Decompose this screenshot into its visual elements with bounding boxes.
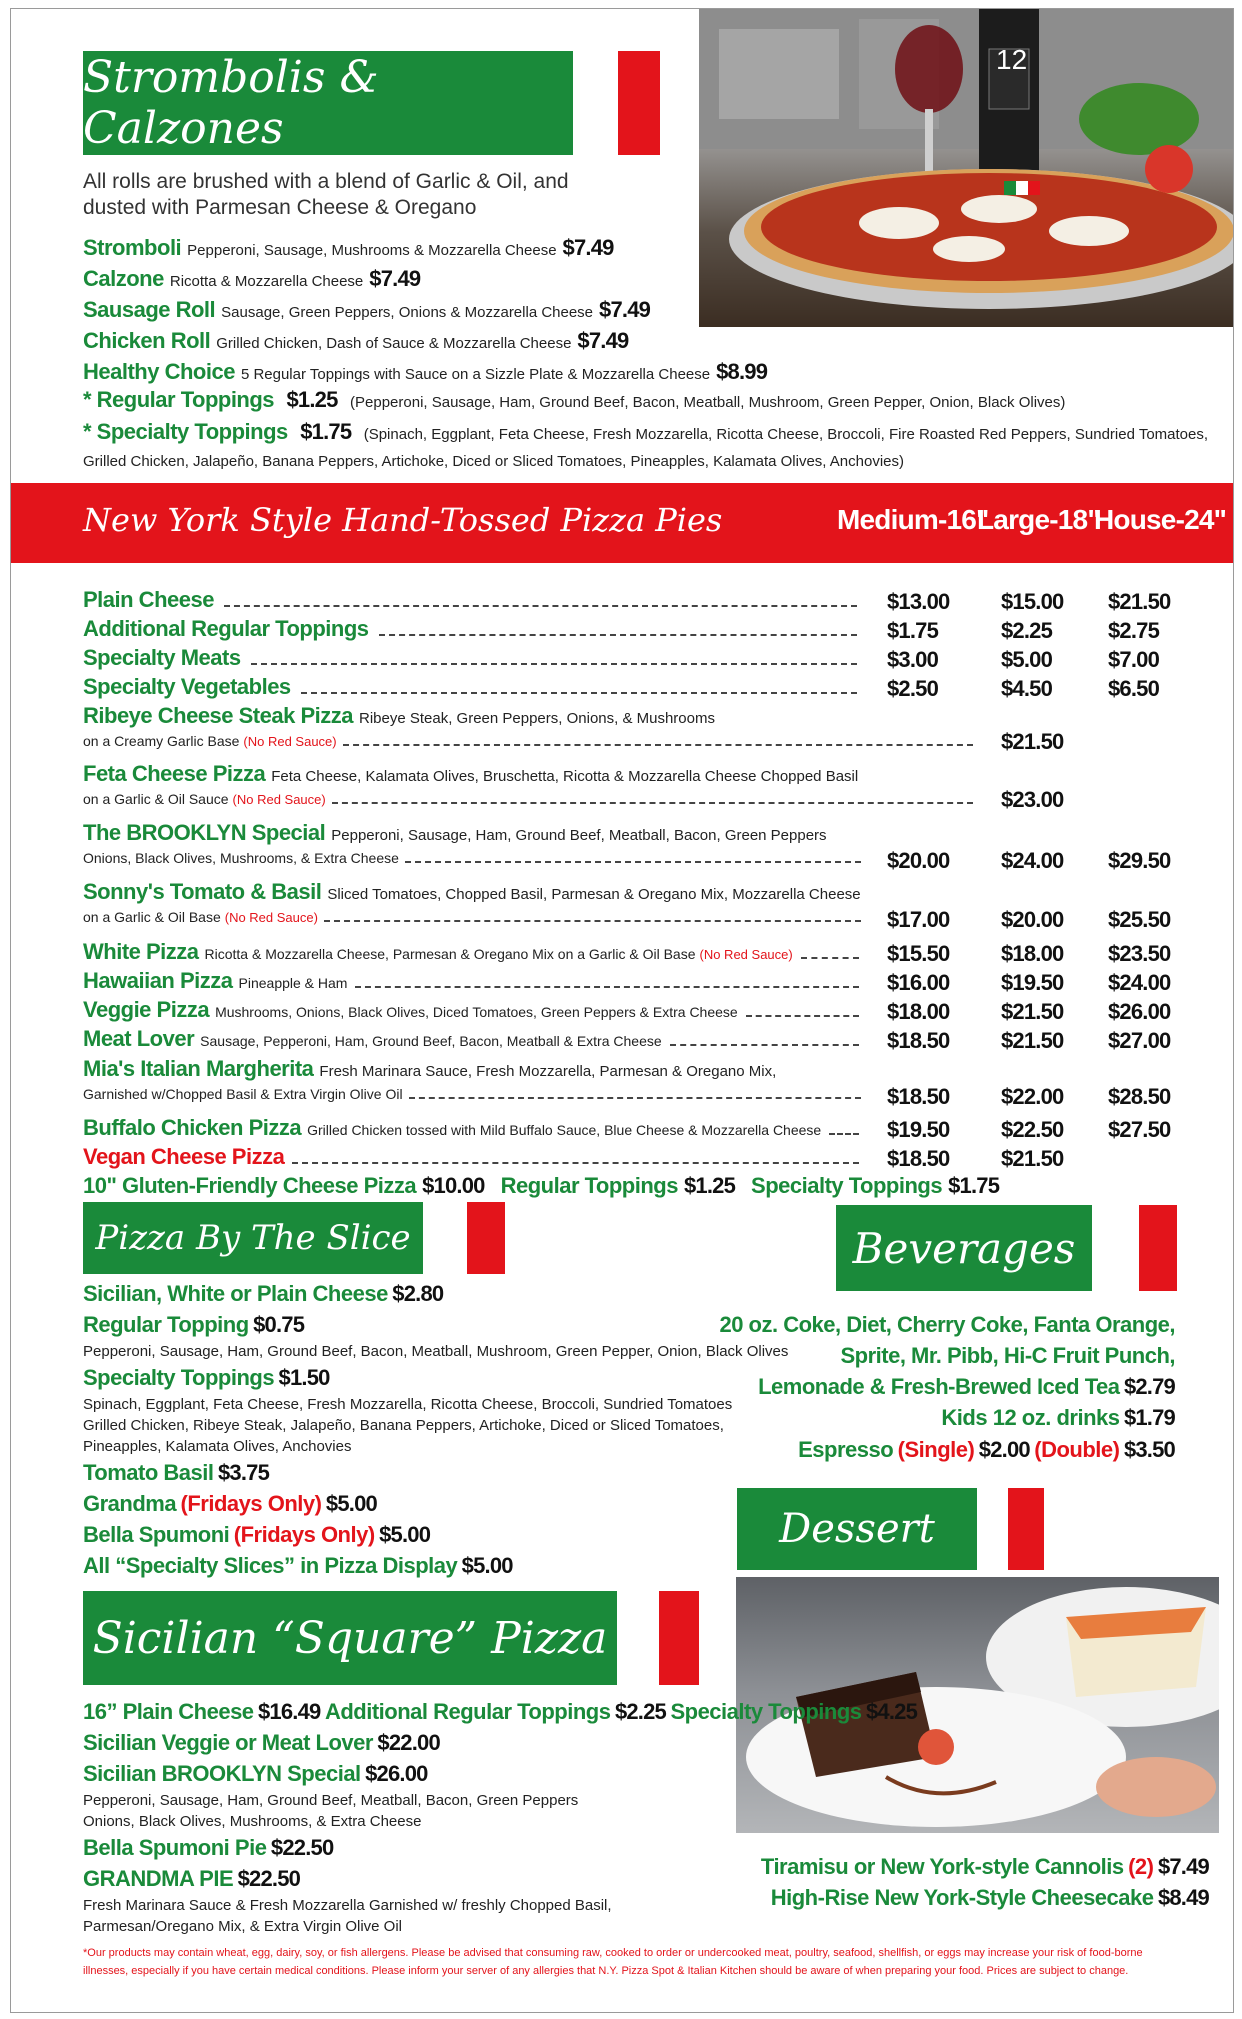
slice-specialty-desc2: Grilled Chicken, Ribeye Steak, Jalapeño, Banana Peppers, Artichoke, Diced or Sliced Tomatoes,	[83, 1417, 724, 1434]
stromboli-item-desc: Pepperoni, Sausage, Mushrooms & Mozzarella Cheese	[187, 242, 557, 259]
sicilian-spumoni-name: Bella Spumoni Pie	[83, 1835, 267, 1860]
pizza-item	[83, 820, 827, 846]
pizza-item-name: Hawaiian Pizza	[83, 968, 233, 993]
size-price: $19.50	[887, 1117, 950, 1142]
tiramisu-price: $7.49	[1157, 1854, 1209, 1879]
menu-page	[10, 8, 1234, 2013]
pizza-item-name: Specialty Vegetables	[83, 674, 291, 699]
size-price: $18.50	[887, 1146, 950, 1171]
slice-red-bar	[467, 1202, 505, 1274]
slice-title: Pizza By The Slice	[95, 1218, 411, 1258]
no-red-sauce-note: (No Red Sauce)	[699, 947, 793, 962]
pizza-item-desc: Fresh Marinara Sauce, Fresh Mozzarella, Parmesan & Oregano Mix,	[319, 1063, 777, 1080]
stromboli-item	[83, 328, 628, 354]
size-price: $27.00	[1108, 1028, 1171, 1053]
stromboli-item-price: $7.49	[599, 297, 651, 322]
pizza-item-name: Feta Cheese Pizza	[83, 761, 266, 786]
sicilian-brooklyn-name: Sicilian BROOKLYN Special	[83, 1761, 361, 1786]
sicilian-grandma-name: GRANDMA PIE	[83, 1866, 234, 1891]
sicilian-reg-price: $2.25	[614, 1699, 666, 1724]
pizza-item-name: Plain Cheese	[83, 587, 214, 612]
pizza-item-line2	[83, 791, 979, 807]
pizza-item	[83, 761, 858, 787]
beverages-line3-text: Lemonade & Fresh-Brewed Iced Tea	[758, 1374, 1120, 1399]
tiramisu-name: Tiramisu or New York-style Cannolis	[760, 1854, 1124, 1879]
slice-spumoni-price: $5.00	[379, 1522, 431, 1547]
stromboli-item	[83, 359, 767, 385]
pizza-item-desc: Ricotta & Mozzarella Cheese, Parmesan & Oregano Mix on a Garlic & Oil Base	[204, 946, 696, 962]
sicilian-grandma-desc2: Parmesan/Oregano Mix, & Extra Virgin Olive Oil	[83, 1918, 403, 1935]
dessert-title: Dessert	[779, 1506, 935, 1552]
size-house: House-24"	[1094, 504, 1227, 535]
pizza-item-name: The BROOKLYN Special	[83, 820, 326, 845]
stromboli-item-price: $7.49	[562, 235, 614, 260]
pizza-item-desc: Pepperoni, Sausage, Ham, Ground Beef, Meatball, Bacon, Green Peppers	[331, 827, 827, 844]
sicilian-title: Sicilian “Square” Pizza	[92, 1612, 608, 1664]
slice-tomato-price: $3.75	[217, 1460, 270, 1485]
pizza-item-name: Sonny's Tomato & Basil	[83, 879, 322, 904]
no-red-sauce-note: (No Red Sauce)	[224, 910, 318, 925]
pizza-item-desc: Ribeye Steak, Green Peppers, Onions, & Mushrooms	[358, 710, 715, 727]
size-price: $24.00	[1108, 970, 1171, 995]
dessert-red-bar	[1008, 1488, 1044, 1570]
sicilian-spumoni-price: $22.50	[270, 1835, 334, 1860]
size-price: $2.50	[887, 676, 939, 701]
size-large: Large-18"	[977, 504, 1100, 535]
size-price: $18.50	[887, 1084, 950, 1109]
pizza-item	[83, 1056, 776, 1082]
gluten-row	[83, 1173, 999, 1199]
gluten-reg-label: Regular Toppings	[500, 1173, 678, 1198]
sicilian-plain-price: $16.49	[258, 1699, 321, 1724]
size-price: $2.75	[1108, 618, 1160, 643]
gluten-name: 10" Gluten-Friendly Cheese Pizza	[83, 1173, 417, 1198]
beverages-line3	[758, 1374, 1175, 1400]
pizza-item-name: Buffalo Chicken Pizza	[83, 1115, 302, 1140]
dessert-tiramisu	[761, 1854, 1209, 1880]
slice-tomato-name: Tomato Basil	[83, 1460, 214, 1485]
dot-leader	[405, 861, 861, 863]
pizza-item-desc: Feta Cheese, Kalamata Olives, Bruschetta, Ricotta & Mozzarella Cheese Chopped Basil	[271, 768, 859, 785]
dessert-cheesecake	[771, 1885, 1209, 1911]
size-price: $19.50	[1001, 970, 1064, 995]
sicilian-grandma-price: $22.50	[237, 1866, 301, 1891]
slice-specialty	[83, 1365, 330, 1391]
stromboli-item-desc: 5 Regular Toppings with Sauce on a Sizzle Plate & Mozzarella Cheese	[240, 366, 711, 383]
stromboli-item-name: Chicken Roll	[83, 328, 211, 353]
slice-grandma-price: $5.00	[325, 1491, 377, 1516]
dot-leader	[251, 663, 857, 665]
stromboli-item-name: Stromboli	[83, 235, 182, 260]
pizza-item-desc2: Onions, Black Olives, Mushrooms, & Extra Cheese	[83, 850, 399, 866]
beverages-title: Beverages	[852, 1223, 1076, 1273]
pizza-item	[83, 645, 867, 671]
pizza-item	[83, 703, 715, 729]
pizza-wine-illustration	[699, 9, 1233, 327]
sicilian-spec-label: Specialty Toppings	[670, 1699, 862, 1724]
pizza-item	[83, 1144, 867, 1170]
beverages-kids	[941, 1405, 1175, 1431]
pizza-item-name: Mia's Italian Margherita	[83, 1056, 314, 1081]
pizza-item-name: Additional Regular Toppings	[83, 616, 369, 641]
sicilian-reg-label: Additional Regular Toppings	[324, 1699, 611, 1724]
gluten-price: $10.00	[422, 1173, 485, 1198]
size-price: $29.50	[1108, 848, 1171, 873]
pizza-item	[83, 997, 867, 1023]
specialty-toppings-label: * Specialty Toppings	[83, 419, 288, 444]
size-price: $4.50	[1001, 676, 1053, 701]
regular-toppings-label: * Regular Toppings	[83, 387, 275, 412]
pizza-item-line2	[83, 1086, 867, 1102]
size-price: $28.50	[1108, 1084, 1171, 1109]
ny-pizza-title: New York Style Hand-Tossed Pizza Pies	[83, 501, 723, 539]
dot-leader	[801, 957, 859, 959]
size-price: $21.50	[1001, 1028, 1064, 1053]
size-price: $25.50	[1108, 907, 1171, 932]
dessert-banner	[737, 1488, 977, 1570]
size-price: $21.50	[1001, 1146, 1064, 1171]
stromboli-item	[83, 297, 650, 323]
size-price: $22.50	[1001, 1117, 1064, 1142]
tiramisu-note: (2)	[1128, 1854, 1154, 1879]
size-price: $21.50	[1108, 589, 1171, 614]
beverages-line3-price: $2.79	[1123, 1374, 1175, 1399]
stromboli-item-name: Sausage Roll	[83, 297, 216, 322]
pizza-item	[83, 1115, 867, 1141]
size-price: $15.00	[1001, 589, 1064, 614]
specialty-toppings-desc2: Grilled Chicken, Jalapeño, Banana Peppers, Artichoke, Diced or Sliced Tomatoes, Pineapples, Kalamata Olives, Anchovies)	[83, 453, 905, 470]
size-price: $16.00	[887, 970, 950, 995]
size-price: $24.00	[1001, 848, 1064, 873]
slice-specialty-desc1: Spinach, Eggplant, Feta Cheese, Fresh Mozzarella, Ricotta Cheese, Broccoli, Sundried Tomatoes	[83, 1396, 733, 1413]
stromboli-item	[83, 235, 614, 261]
slice-regular	[83, 1312, 304, 1338]
pizza-item-name: Meat Lover	[83, 1026, 195, 1051]
slice-all-price: $5.00	[461, 1553, 513, 1578]
pizza-item-name: Specialty Meats	[83, 645, 241, 670]
size-price: $20.00	[1001, 907, 1064, 932]
gluten-reg-price: $1.25	[683, 1173, 736, 1198]
regular-toppings-line	[83, 387, 1065, 413]
sicilian-veggie-price: $22.00	[377, 1730, 440, 1755]
size-price: $26.00	[1108, 999, 1171, 1024]
size-price: $3.00	[887, 647, 939, 672]
stromboli-item	[83, 266, 420, 292]
sicilian-banner	[83, 1591, 617, 1685]
pizza-item-desc2: on a Creamy Garlic Base	[83, 733, 240, 749]
size-price: $1.75	[887, 618, 939, 643]
stromboli-item-price: $7.49	[577, 328, 629, 353]
slice-tomato	[83, 1460, 269, 1486]
sicilian-grandma	[83, 1866, 300, 1892]
stromboli-item-desc: Ricotta & Mozzarella Cheese	[169, 273, 364, 290]
sicilian-veggie-name: Sicilian Veggie or Meat Lover	[83, 1730, 373, 1755]
slice-grandma	[83, 1491, 377, 1517]
specialty-toppings-line	[83, 419, 1208, 445]
pizza-item-name: Veggie Pizza	[83, 997, 210, 1022]
dot-leader	[829, 1133, 859, 1135]
sicilian-spumoni	[83, 1835, 333, 1861]
pizza-item-desc: Mushrooms, Onions, Black Olives, Diced Tomatoes, Green Peppers & Extra Cheese	[215, 1004, 738, 1020]
regular-toppings-price: $1.25	[286, 387, 338, 412]
pizza-item	[83, 968, 867, 994]
beverages-red-bar	[1139, 1205, 1177, 1291]
stromboli-item-desc: Sausage, Green Peppers, Onions & Mozzarella Cheese	[221, 304, 594, 321]
pizza-item-desc: Grilled Chicken tossed with Mild Buffalo Sauce, Blue Cheese & Mozzarella Cheese	[307, 1122, 822, 1138]
slice-sicilian-price: $2.80	[392, 1281, 444, 1306]
pizza-item-price: $21.50	[1001, 729, 1064, 754]
allergen-disclaimer-line2: illnesses, especially if you have certain medical conditions. Please inform your server of any allergies that N.Y. Pizza Spot & Italian Kitchen should be aware of when preparing your food. Prices are subject to change.	[83, 1965, 1129, 1977]
pizza-item	[83, 674, 867, 700]
espresso-single-price: $2.00	[978, 1437, 1030, 1462]
allergen-disclaimer-line1: *Our products may contain wheat, egg, dairy, soy, or fish allergens. Please be advised that consuming raw, cooked to order or undercooked meat, poultry, seafood, shellfish, or eggs may increase your risk of food-borne	[83, 1947, 1143, 1959]
slice-regular-name: Regular Topping	[83, 1312, 249, 1337]
slice-spumoni-name: Bella Spumoni	[83, 1522, 230, 1547]
slice-all	[83, 1553, 513, 1579]
stromboli-item-price: $7.49	[369, 266, 421, 291]
pizza-item-price: $23.00	[1001, 787, 1064, 812]
slice-spumoni	[83, 1522, 430, 1548]
espresso-single: (Single)	[897, 1437, 975, 1462]
size-price: $2.25	[1001, 618, 1053, 643]
strombolis-red-bar	[618, 51, 660, 155]
slice-banner	[83, 1202, 423, 1274]
pizza-item-desc: Pineapple & Ham	[238, 975, 348, 991]
dot-leader	[224, 605, 857, 607]
slice-specialty-desc3: Pineapples, Kalamata Olives, Anchovies	[83, 1438, 352, 1455]
dot-leader	[301, 692, 857, 694]
size-price: $21.50	[1001, 999, 1064, 1024]
cheesecake-price: $8.49	[1157, 1885, 1209, 1910]
gluten-spec-label: Specialty Toppings	[751, 1173, 943, 1198]
size-price: $23.50	[1108, 941, 1171, 966]
espresso-double: (Double)	[1034, 1437, 1120, 1462]
slice-grandma-note: (Fridays Only)	[180, 1491, 322, 1516]
pizza-item-desc2: on a Garlic & Oil Sauce	[83, 791, 229, 807]
slice-specialty-price: $1.50	[278, 1365, 330, 1390]
beverages-kids-price: $1.79	[1123, 1405, 1175, 1430]
sicilian-brooklyn-desc1: Pepperoni, Sausage, Ham, Ground Beef, Meatball, Bacon, Green Peppers	[83, 1792, 579, 1809]
gluten-spec-price: $1.75	[948, 1173, 1000, 1198]
slice-regular-price: $0.75	[253, 1312, 305, 1337]
pizza-item-desc2: on a Garlic & Oil Base	[83, 909, 221, 925]
specialty-toppings-desc: (Spinach, Eggplant, Feta Cheese, Fresh Mozzarella, Ricotta Cheese, Broccoli, Fire Roasted Red Peppers, Sundried Tomatoes,	[363, 426, 1209, 443]
dot-leader	[409, 1097, 861, 1099]
dot-leader	[324, 920, 861, 922]
dot-leader	[379, 634, 857, 636]
pizza-item-name: Vegan Cheese Pizza	[83, 1144, 285, 1169]
no-red-sauce-note: (No Red Sauce)	[232, 792, 326, 807]
slice-sicilian	[83, 1281, 443, 1307]
stromboli-item-desc: Grilled Chicken, Dash of Sauce & Mozzarella Cheese	[216, 335, 572, 352]
specialty-toppings-price: $1.75	[300, 419, 352, 444]
slice-grandma-name: Grandma	[83, 1491, 177, 1516]
beverages-line1: 20 oz. Coke, Diet, Cherry Coke, Fanta Orange,	[719, 1312, 1175, 1337]
no-red-sauce-note: (No Red Sauce)	[243, 734, 337, 749]
pizza-item-desc: Sausage, Pepperoni, Ham, Ground Beef, Bacon, Meatball & Extra Cheese	[200, 1033, 662, 1049]
strombolis-title: Strombolis & Calzones	[83, 52, 379, 154]
beverages-kids-text: Kids 12 oz. drinks	[941, 1405, 1120, 1430]
pizza-item	[83, 879, 861, 905]
pizza-item-desc: Sliced Tomatoes, Chopped Basil, Parmesan & Oregano Mix, Mozzarella Cheese	[327, 886, 861, 903]
sicilian-plain	[83, 1699, 917, 1725]
size-price: $17.00	[887, 907, 950, 932]
sicilian-brooklyn-desc2: Onions, Black Olives, Mushrooms, & Extra Cheese	[83, 1813, 422, 1830]
dot-leader	[332, 802, 973, 804]
size-price: $18.00	[1001, 941, 1064, 966]
dot-leader	[292, 1162, 859, 1164]
pizza-item	[83, 587, 867, 613]
pizza-item	[83, 939, 867, 965]
slice-regular-desc: Pepperoni, Sausage, Ham, Ground Beef, Bacon, Meatball, Mushroom, Green Pepper, Onion, Black Olives	[83, 1343, 789, 1360]
sicilian-red-bar	[659, 1591, 699, 1685]
beverages-espresso	[798, 1437, 1175, 1463]
sicilian-plain-name: 16” Plain Cheese	[83, 1699, 254, 1724]
size-price: $5.00	[1001, 647, 1053, 672]
pizza-item-desc2: Garnished w/Chopped Basil & Extra Virgin Olive Oil	[83, 1086, 403, 1102]
pizza-item-name: White Pizza	[83, 939, 199, 964]
size-medium: Medium-16"	[837, 504, 989, 535]
regular-toppings-desc: (Pepperoni, Sausage, Ham, Ground Beef, Bacon, Meatball, Mushroom, Green Pepper, Onion, Black Olives)	[350, 394, 1066, 411]
sicilian-spec-price: $4.25	[865, 1699, 918, 1724]
slice-sicilian-name: Sicilian, White or Plain Cheese	[83, 1281, 388, 1306]
stromboli-item-name: Calzone	[83, 266, 164, 291]
size-price: $20.00	[887, 848, 950, 873]
dot-leader	[746, 1015, 859, 1017]
pizza-item	[83, 1026, 867, 1052]
dot-leader	[343, 744, 973, 746]
size-price: $18.50	[887, 1028, 950, 1053]
sicilian-brooklyn-price: $26.00	[365, 1761, 428, 1786]
size-price: $18.00	[887, 999, 950, 1024]
stromboli-item-price: $8.99	[716, 359, 768, 384]
slice-spumoni-note: (Fridays Only)	[233, 1522, 375, 1547]
sicilian-brooklyn	[83, 1761, 428, 1787]
strombolis-intro: All rolls are brushed with a blend of Garlic & Oil, and dusted with Parmesan Cheese & Oregano	[83, 170, 569, 219]
slice-specialty-name: Specialty Toppings	[83, 1365, 275, 1390]
wine-label-text: 12	[996, 44, 1028, 75]
cheesecake-name: High-Rise New York-Style Cheesecake	[770, 1885, 1154, 1910]
beverages-banner	[836, 1205, 1092, 1291]
size-price: $22.00	[1001, 1084, 1064, 1109]
size-price: $27.50	[1108, 1117, 1171, 1142]
size-price: $15.50	[887, 941, 950, 966]
pizza-wine-photo	[699, 9, 1233, 327]
slice-all-name: All “Specialty Slices” in Pizza Display	[83, 1553, 458, 1578]
stromboli-item-name: Healthy Choice	[83, 359, 235, 384]
sicilian-veggie	[83, 1730, 440, 1756]
espresso-text: Espresso	[798, 1437, 894, 1462]
pizza-item-line2	[83, 909, 867, 925]
size-price: $13.00	[887, 589, 950, 614]
strombolis-banner	[83, 51, 573, 155]
sicilian-grandma-desc1: Fresh Marinara Sauce & Fresh Mozzarella Garnished w/ freshly Chopped Basil,	[83, 1897, 612, 1914]
pizza-item-name: Ribeye Cheese Steak Pizza	[83, 703, 353, 728]
size-price: $6.50	[1108, 676, 1160, 701]
pizza-item-line2	[83, 733, 979, 749]
espresso-double-price: $3.50	[1123, 1437, 1175, 1462]
pizza-item-line2	[83, 850, 867, 866]
dot-leader	[670, 1044, 859, 1046]
dot-leader	[355, 986, 859, 988]
beverages-line2: Sprite, Mr. Pibb, Hi-C Fruit Punch,	[840, 1343, 1175, 1368]
size-price: $7.00	[1108, 647, 1160, 672]
pizza-item	[83, 616, 867, 642]
